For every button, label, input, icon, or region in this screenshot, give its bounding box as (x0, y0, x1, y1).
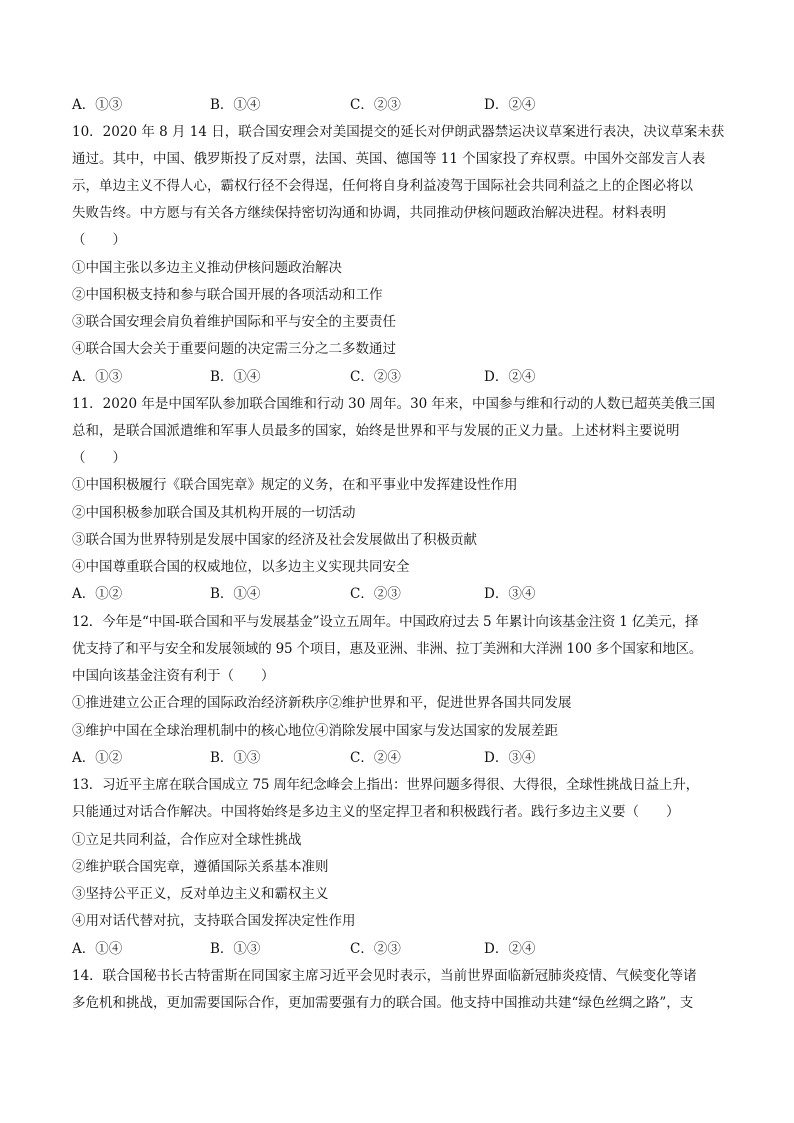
q10-item: ①中国主张以多边主义推动伊核问题政治解决 (72, 260, 342, 276)
q10-item: ④联合国大会关于重要问题的决定需三分之二多数通过 (72, 341, 396, 357)
q9-options (72, 96, 632, 114)
q12-stem-line: 12．今年是“中国-联合国和平与发展基金”设立五周年。中国政府过去 5 年累计向该基金注资 1 亿美元，择 (72, 614, 699, 630)
q11-stem-line: 11．2020 年是中国军队参加联合国维和行动 30 周年。30 年来，中国参与维和行动的人数已超英美俄三国 (72, 396, 716, 412)
q12-stem-line: 优支持了和平与安全和发展领域的 95 个项目，惠及亚洲、非洲、拉丁美洲和大洋洲 100 多个国家和地区。 (72, 641, 703, 657)
q9-option-d: D．②④ (484, 97, 536, 113)
q13-item: ③坚持公平正义，反对单边主义和霸权主义 (72, 886, 329, 902)
q11-item: ③联合国为世界特别是发展中国家的经济及社会发展做出了积极贡献 (72, 532, 477, 548)
q12-item: ③维护中国在全球治理机制中的核心地位④消除发展中国家与发达国家的发展差距 (72, 723, 558, 739)
q12-options (72, 749, 632, 767)
q10-stem-line: 通过。其中，中国、俄罗斯投了反对票，法国、英国、德国等 11 个国家投了弃权票。中国外交部发言人表 (72, 151, 706, 167)
q11-option-a: A．①② (72, 586, 123, 602)
q12-stem-line: 中国向该基金注资有利于（ ） (72, 668, 275, 684)
q10-item: ②中国积极支持和参与联合国开展的各项活动和工作 (72, 287, 383, 303)
q11-item: ②中国积极参加联合国及其机构开展的一切活动 (72, 505, 356, 521)
q10-item: ③联合国安理会肩负着维护国际和平与安全的主要责任 (72, 314, 396, 330)
q11-item: ①中国积极履行《联合国宪章》规定的义务，在和平事业中发挥建设性作用 (72, 477, 518, 493)
q13-options (72, 940, 632, 958)
q12-option-b: B．①③ (210, 750, 261, 766)
q13-stem-line: 只能通过对话合作解决。中国将始终是多边主义的坚定捍卫者和积极践行者。践行多边主义要（ ） (72, 804, 680, 820)
q12-item: ①推进建立公正合理的国际政治经济新秩序②维护世界和平，促进世界各国共同发展 (72, 695, 572, 711)
q12-option-a: A．①② (72, 750, 123, 766)
q11-option-c: C．②③ (350, 586, 401, 602)
q10-option-d: D．②④ (484, 369, 536, 385)
q12-option-d: D．③④ (484, 750, 536, 766)
q11-item: ④中国尊重联合国的权威地位，以多边主义实现共同安全 (72, 559, 410, 575)
q10-answer-blank: （ ） (72, 232, 126, 248)
q13-item: ①立足共同利益，合作应对全球性挑战 (72, 832, 302, 848)
q10-option-a: A．①③ (72, 369, 123, 385)
q11-options (72, 585, 632, 603)
q10-stem-line: 示，单边主义不得人心，霸权行径不会得逞，任何将自身利益凌驾于国际社会共同利益之上的企图必将以 (72, 178, 693, 194)
q13-item: ④用对话代替对抗，支持联合国发挥决定性作用 (72, 913, 356, 929)
q9-option-a: A．①③ (72, 97, 123, 113)
q14-stem-line: 多危机和挑战，更加需要国际合作，更加需要强有力的联合国。他支持中国推动共建“绿色丝绸之路”，支 (72, 995, 694, 1011)
q9-option-b: B．①④ (210, 97, 261, 113)
q13-item: ②维护联合国宪章，遵循国际关系基本准则 (72, 859, 329, 875)
q10-stem-line: 失败告终。中方愿与有关各方继续保持密切沟通和协调，共同推动伊核问题政治解决进程。材料表明 (72, 205, 666, 221)
q11-option-b: B．①④ (210, 586, 261, 602)
q13-option-d: D．②④ (484, 941, 536, 957)
q11-option-d: D．③④ (484, 586, 536, 602)
q13-stem-line: 13．习近平主席在联合国成立 75 周年纪念峰会上指出：世界问题多得很、大得很，全球性挑战日益上升， (72, 777, 699, 793)
q10-options (72, 368, 632, 386)
q9-option-c: C．②③ (350, 97, 401, 113)
q13-option-c: C．②③ (350, 941, 401, 957)
q11-answer-blank: （ ） (72, 450, 126, 466)
q10-option-c: C．②③ (350, 369, 401, 385)
q13-option-b: B．①③ (210, 941, 261, 957)
q10-option-b: B．①④ (210, 369, 261, 385)
q13-option-a: A．①④ (72, 941, 123, 957)
q10-stem-line: 10．2020 年 8 月 14 日，联合国安理会对美国提交的延长对伊朗武器禁运决议草案进行表决，决议草案未获 (72, 124, 725, 140)
q14-stem-line: 14．联合国秘书长古特雷斯在同国家主席习近平会见时表示，当前世界面临新冠肺炎疫情、气候变化等诸 (72, 968, 697, 984)
q12-option-c: C．②④ (350, 750, 401, 766)
q11-stem-line: 总和，是联合国派遣维和军事人员最多的国家，始终是世界和平与发展的正义力量。上述材料主要说明 (72, 423, 680, 439)
